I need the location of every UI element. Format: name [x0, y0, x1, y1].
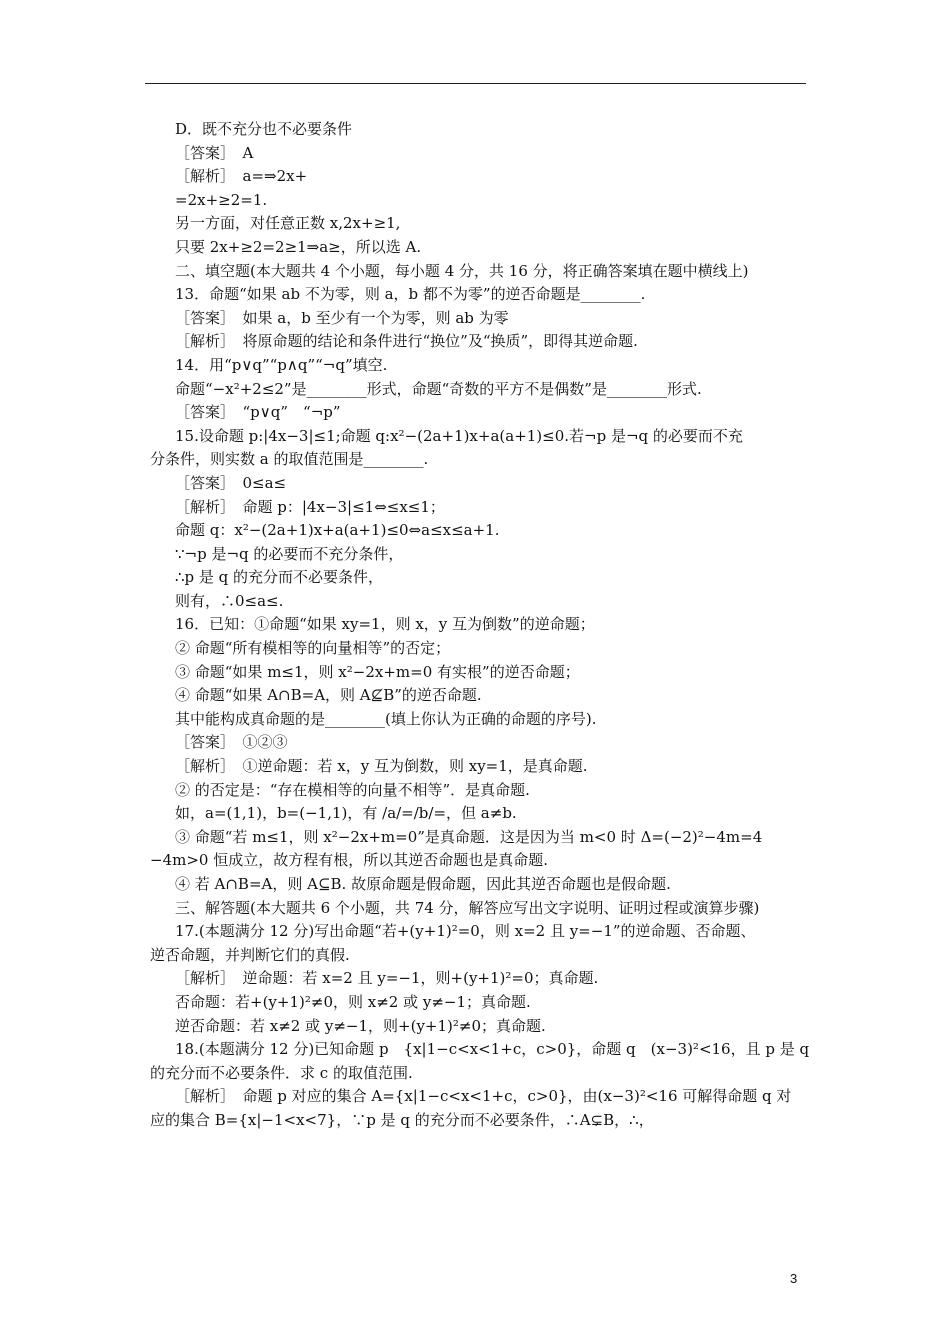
- text-line: 另一方面，对任意正数 x,2x+≥1,: [175, 214, 401, 233]
- text-line: 二、填空题(本大题共 4 个小题，每小题 4 分，共 16 分，将正确答案填在题中横线上): [175, 261, 749, 280]
- header-rule: [145, 83, 806, 84]
- text-line: ④ 若 A∩B=A，则 A⊆B. 故原命题是假命题，因此其逆否命题也是假命题.: [175, 875, 671, 893]
- text-line: 16．已知：①命题“如果 xy=1，则 x，y 互为倒数”的逆命题；: [175, 615, 595, 634]
- text-line: −4m>0 恒成立，故方程有根，所以其逆否命题也是真命题.: [150, 851, 548, 870]
- text-line: 应的集合 B={x|−1<x<7}，∵p 是 q 的充分而不必要条件，∴A⊊B，∴，: [150, 1110, 654, 1129]
- text-line: 逆否命题：若 x≠2 或 y≠−1，则+(y+1)²≠0；真命题.: [175, 1016, 546, 1035]
- text-line: 15.设命题 p:|4x−3|≤1;命题 q:x²−(2a+1)x+a(a+1)≤0.若¬p 是¬q 的必要而不充: [175, 426, 743, 445]
- text-line: 逆否命题，并判断它们的真假.: [150, 945, 350, 964]
- text-line: 三、解答题(本大题共 6 个小题，共 74 分，解答应写出文字说明、证明过程或演算步骤): [175, 898, 760, 917]
- text-line: 的充分而不必要条件．求 c 的取值范围.: [150, 1063, 413, 1082]
- text-line: ∴p 是 q 的充分而不必要条件，: [175, 568, 384, 587]
- text-line: 只要 2x+≥2=2≥1⇒a≥，所以选 A.: [175, 237, 422, 256]
- text-line: 17.(本题满分 12 分)写出命题“若+(y+1)²=0，则 x=2 且 y=−1”的逆命题、否命题、: [175, 922, 756, 941]
- text-line: ［解析］ 命题 p 对应的集合 A={x|1−c<x<1+c，c>0}，由(x−3)²<16 可解得命题 q 对: [175, 1087, 792, 1106]
- text-line: D．既不充分也不必要条件: [175, 120, 353, 138]
- text-line: 如，a=(1,1)，b=(−1,1)，有 /a/=/b/=，但 a≠b.: [175, 804, 517, 823]
- text-line: ② 命题“所有模相等的向量相等”的否定；: [175, 639, 451, 658]
- text-line: 18.(本题满分 12 分)已知命题 p {x|1−c<x<1+c，c>0}，命题 q (x−3)²<16，且 p 是 q: [175, 1040, 810, 1059]
- text-line: 13．命题“如果 ab 不为零，则 a，b 都不为零”的逆否命题是________.: [175, 285, 646, 304]
- text-line: ② 的否定是：“存在模相等的向量不相等”．是真命题.: [175, 780, 530, 799]
- text-line: 则有，∴0≤a≤.: [175, 591, 284, 610]
- text-line: 否命题：若+(y+1)²≠0，则 x≠2 或 y≠−1；真命题.: [175, 992, 531, 1011]
- text-line: 命题“−x²+2≤2”是________形式，命题“奇数的平方不是偶数”是________形式.: [175, 379, 702, 398]
- text-line: ［解析］ a=⇒2x+: [175, 167, 308, 186]
- page-body: [150, 118, 810, 1133]
- text-line: ［答案］ 如果 a，b 至少有一个为零，则 ab 为零: [175, 308, 509, 327]
- text-line: ［解析］ ①逆命题：若 x，y 互为倒数，则 xy=1，是真命题.: [175, 757, 588, 776]
- text-line: ④ 命题“如果 A∩B=A，则 A⊈B”的逆否命题.: [175, 686, 482, 705]
- text-line: ③ 命题“若 m≤1，则 x²−2x+m=0”是真命题．这是因为当 m<0 时 Δ=(−2)²−4m=4: [175, 827, 763, 846]
- text-line: ［解析］ 逆命题：若 x=2 且 y=−1，则+(y+1)²=0；真命题.: [175, 969, 599, 988]
- text-line: ［解析］ 命题 p：|4x−3|≤1⇔≤x≤1；: [175, 497, 445, 516]
- text-line: 分条件，则实数 a 的取值范围是________.: [150, 450, 429, 469]
- text-line: ［答案］ “p∨q” “¬p”: [175, 403, 341, 422]
- text-line: ［答案］ ①②③: [175, 733, 288, 752]
- text-line: ［答案］ 0≤a≤: [175, 473, 287, 492]
- text-line: 14．用“p∨q”“p∧q”“¬q”填空.: [175, 355, 388, 374]
- text-line: 命题 q：x²−(2a+1)x+a(a+1)≤0⇔a≤x≤a+1.: [175, 521, 500, 540]
- text-line: ∵¬p 是¬q 的必要而不充分条件，: [175, 544, 404, 563]
- text-line: 其中能构成真命题的是________(填上你认为正确的命题的序号).: [175, 709, 597, 728]
- text-line: ［解析］ 将原命题的结论和条件进行“换位”及“换质”，即得其逆命题.: [175, 332, 638, 351]
- text-line: ［答案］ A: [175, 143, 254, 162]
- text-line: =2x+≥2=1.: [175, 190, 268, 209]
- page-number: 3: [790, 1271, 798, 1286]
- text-line: ③ 命题“如果 m≤1，则 x²−2x+m=0 有实根”的逆否命题；: [175, 662, 580, 681]
